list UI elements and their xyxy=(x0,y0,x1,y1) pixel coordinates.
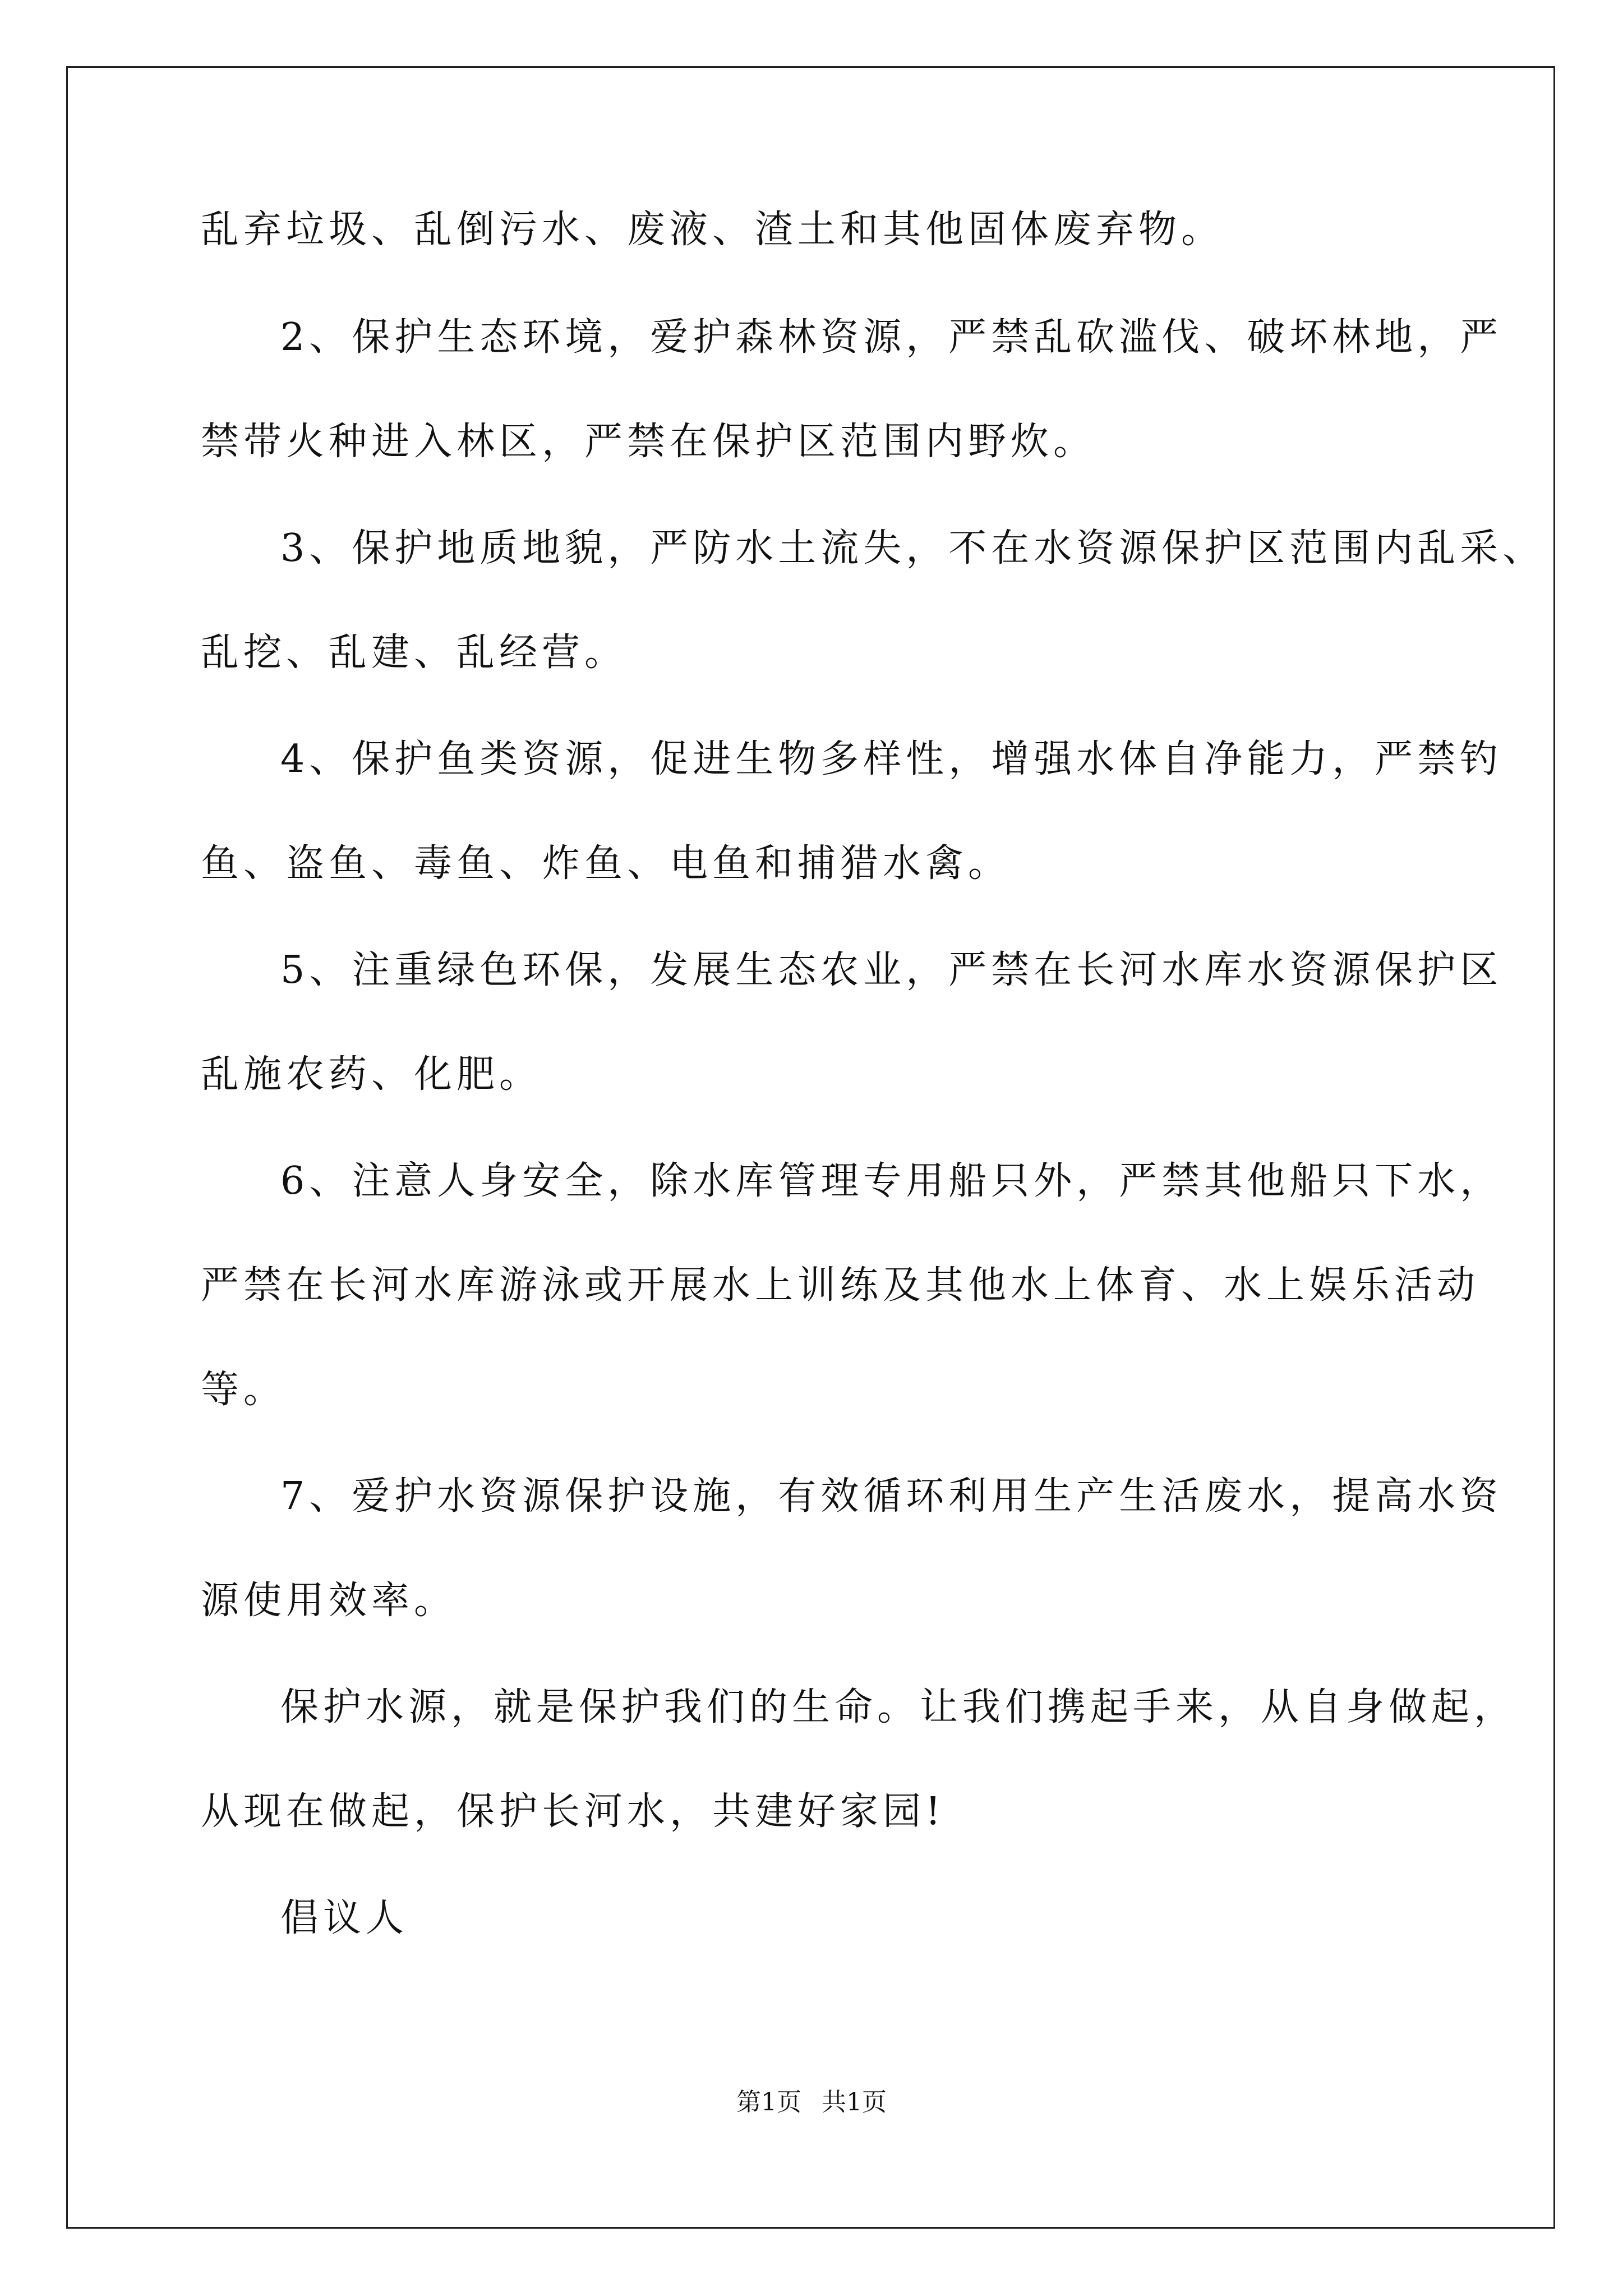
paragraph-4-line-2: 鱼、盗鱼、毒鱼、炸鱼、电鱼和捕猎水禽。 xyxy=(201,841,1011,886)
text-line: 乱弃垃圾、乱倒污水、废液、渣土和其他固体废弃物。 xyxy=(201,208,1224,252)
paragraph-7-line-1: 7、爱护水资源保护设施，有效循环利用生产生活废水，提高水资 xyxy=(280,1474,1503,1519)
signature-label: 倡议人 xyxy=(280,1896,409,1940)
paragraph-5-line-1: 5、注重绿色环保，发展生态农业，严禁在长河水库水资源保护区 xyxy=(280,948,1503,992)
paragraph-5-line-2: 乱施农药、化肥。 xyxy=(201,1052,542,1097)
page-footer xyxy=(0,2087,1623,2118)
paragraph-6-line-3: 等。 xyxy=(201,1368,287,1412)
paragraph-3-line-1: 3、保护地质地貌，严防水土流失，不在水资源保护区范围内乱采、 xyxy=(280,526,1546,570)
paragraph-2-line-1: 2、保护生态环境，爱护森林资源，严禁乱砍滥伐、破坏林地，严 xyxy=(280,315,1503,360)
paragraph-4-line-1: 4、保护鱼类资源，促进生物多样性，增强水体自净能力，严禁钓 xyxy=(280,737,1503,781)
closing-line-2: 从现在做起，保护长河水，共建好家园! xyxy=(201,1789,946,1834)
closing-line-1: 保护水源，就是保护我们的生命。让我们携起手来，从自身做起， xyxy=(280,1685,1517,1729)
paragraph-3-line-2: 乱挖、乱建、乱经营。 xyxy=(201,631,628,675)
paragraph-6-line-1: 6、注意人身安全，除水库管理专用船只外，严禁其他船只下水， xyxy=(280,1159,1503,1203)
paragraph-6-line-2: 严禁在长河水库游泳或开展水上训练及其他水上体育、水上娱乐活动 xyxy=(201,1263,1480,1308)
page-total: 共1页 xyxy=(822,2088,887,2116)
paragraph-2-line-2: 禁带火种进入林区，严禁在保护区范围内野炊。 xyxy=(201,420,1096,464)
paragraph-7-line-2: 源使用效率。 xyxy=(201,1579,457,1623)
page-number: 第1页 xyxy=(736,2088,801,2116)
